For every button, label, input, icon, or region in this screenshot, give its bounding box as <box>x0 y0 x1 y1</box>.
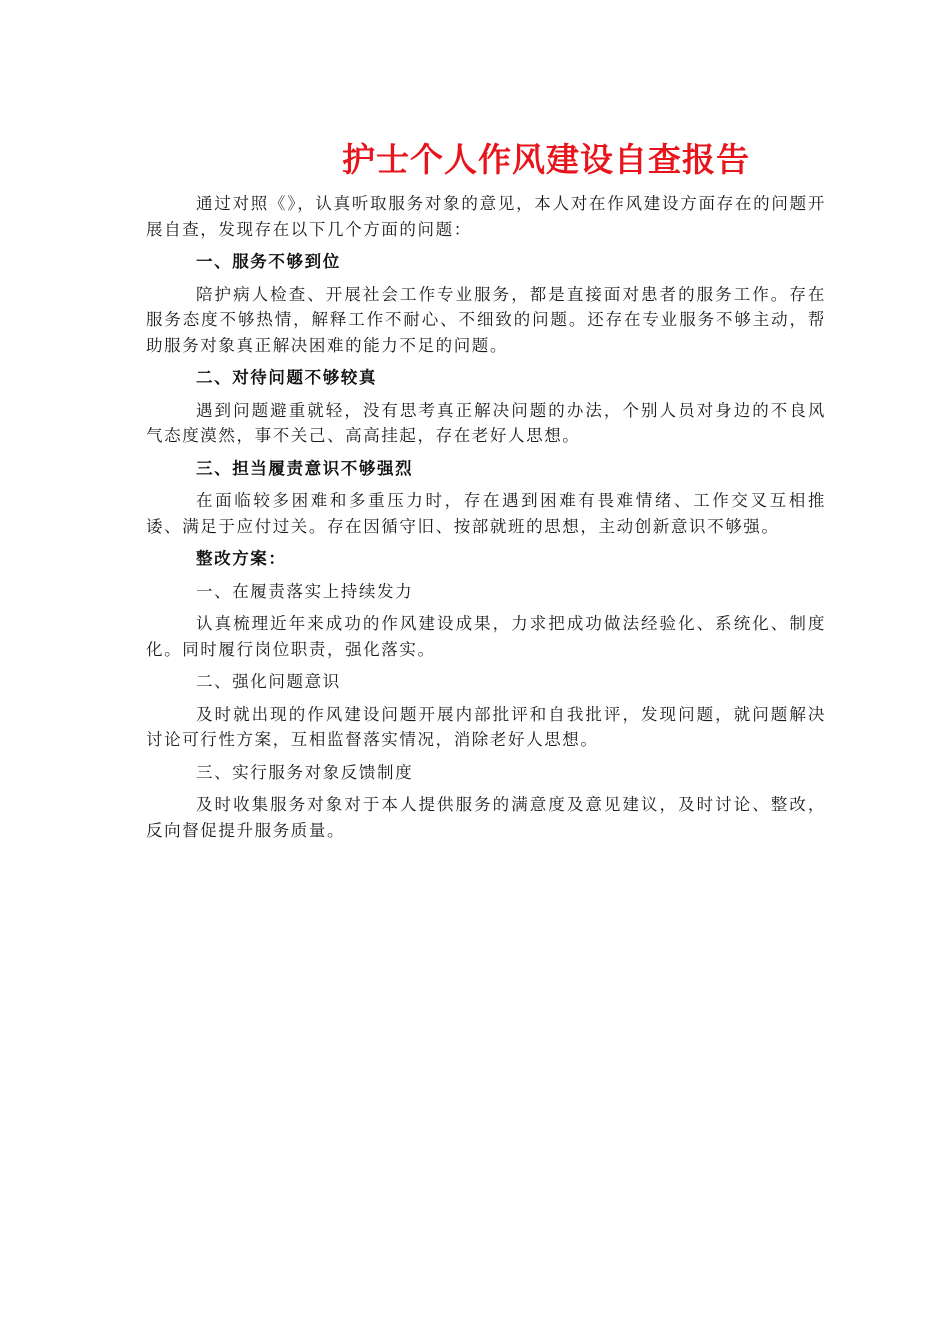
document-body <box>146 138 826 850</box>
plan-subheading-2: 二、强化问题意识 <box>196 672 341 691</box>
document-title: 护士个人作风建设自查报告 <box>342 140 750 179</box>
problem-heading-2: 二、对待问题不够较真 <box>196 368 377 387</box>
problem-heading-3: 三、担当履责意识不够强烈 <box>196 458 414 478</box>
intro-paragraph: 通过对照《》，认真听取服务对象的意见，本人对在作风建设方面存在的问题开展自查，发现存在以下几个方面的问题： <box>146 194 826 239</box>
plan-heading: 整改方案： <box>196 549 287 568</box>
problem-heading-1: 一、服务不够到位 <box>196 252 341 271</box>
plan-paragraph-2: 及时就出现的作风建设问题开展内部批评和自我批评，发现问题，就问题解决讨论可行性方案，互相监督落实情况，消除老好人思想。 <box>146 704 826 749</box>
plan-paragraph-3: 及时收集服务对象对于本人提供服务的满意度及意见建议，及时讨论、整改，反向督促提升服务质量。 <box>146 795 826 840</box>
plan-paragraph-1: 认真梳理近年来成功的作风建设成果，力求把成功做法经验化、系统化、制度化。同时履行岗位职责，强化落实。 <box>146 614 826 659</box>
problem-paragraph-3: 在面临较多困难和多重压力时，存在遇到困难有畏难情绪、工作交叉互相推诿、满足于应付过关。存在因循守旧、按部就班的思想，主动创新意识不够强。 <box>146 491 826 536</box>
plan-subheading-3: 三、实行服务对象反馈制度 <box>196 762 414 782</box>
problem-paragraph-2: 遇到问题避重就轻，没有思考真正解决问题的办法，个别人员对身边的不良风气态度漠然，事不关己、高高挂起，存在老好人思想。 <box>146 400 826 445</box>
plan-subheading-1: 一、在履责落实上持续发力 <box>196 581 414 601</box>
problem-paragraph-1: 陪护病人检查、开展社会工作专业服务，都是直接面对患者的服务工作。存在服务态度不够热情，解释工作不耐心、不细致的问题。还存在专业服务不够主动，帮助服务对象真正解决困难的能力不足的问题。 <box>146 284 826 355</box>
